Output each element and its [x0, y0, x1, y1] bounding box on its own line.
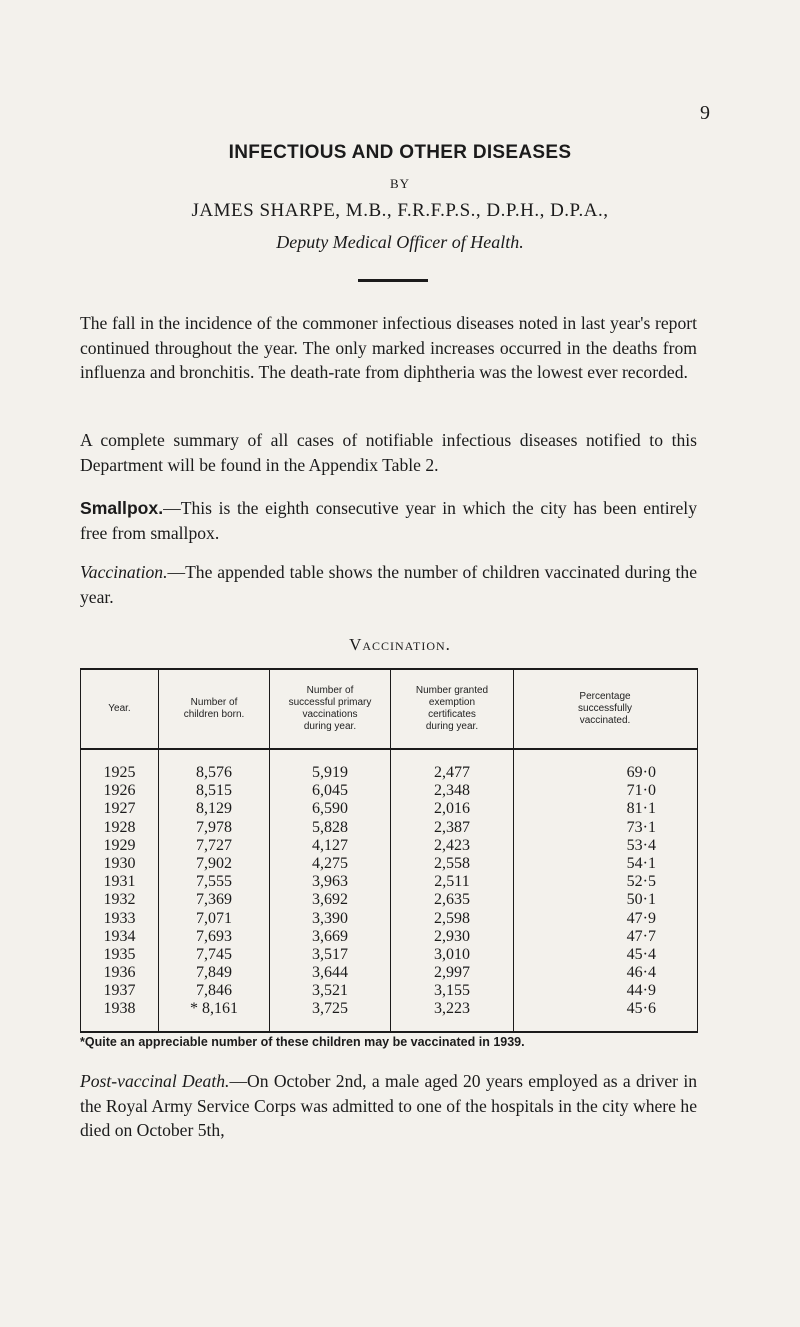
paragraph-post-vaccinal [80, 1069, 697, 1143]
vaccination-table [80, 668, 698, 1033]
successful-cell: 3,517 [312, 945, 348, 963]
successful-cell: 3,669 [312, 927, 348, 945]
children-born-cell: 7,555 [196, 873, 232, 891]
children-born-cell: 7,727 [196, 836, 232, 854]
year-cell: 1929 [103, 836, 136, 854]
year-cell: 1927 [103, 800, 136, 818]
exemption-cell: 2,348 [434, 782, 470, 800]
exemption-cell: 2,016 [434, 800, 470, 818]
post-vaccinal-heading: Post-vaccinal Death. [80, 1071, 230, 1091]
paragraph-intro [80, 311, 697, 385]
smallpox-heading: Smallpox. [80, 498, 164, 518]
table-row [81, 873, 697, 891]
header-children-born [159, 670, 269, 748]
year-cell: 1932 [103, 891, 136, 909]
table-body [81, 764, 697, 1019]
header-percentage [514, 670, 696, 748]
percentage-cell: 54·1 [626, 854, 656, 872]
successful-cell: 4,275 [312, 854, 348, 872]
successful-cell: 5,919 [312, 764, 348, 781]
table-row [81, 764, 697, 782]
children-born-cell: 7,902 [196, 854, 232, 872]
page-number: 9 [700, 102, 710, 124]
paragraph-vaccination [80, 560, 697, 609]
paragraph-summary-text: A complete summary of all cases of notifiable infectious diseases notified to this Department will be found in the Appendix Table 2. [80, 430, 697, 475]
header-line: successfully [578, 703, 632, 714]
exemption-cell: 2,423 [434, 836, 470, 854]
successful-cell: 3,644 [312, 964, 348, 982]
by-line: BY [389, 176, 411, 191]
page-title: INFECTIOUS AND OTHER DISEASES [228, 142, 572, 163]
successful-cell: 6,590 [312, 800, 348, 818]
successful-cell: 3,692 [312, 891, 348, 909]
year-cell: 1933 [103, 909, 136, 927]
header-line: during year. [425, 721, 479, 732]
successful-cell: 6,045 [312, 782, 348, 800]
table-row [81, 855, 697, 873]
successful-cell: 3,521 [312, 982, 348, 1000]
paragraph-smallpox [80, 496, 697, 545]
exemption-cell: 2,598 [434, 909, 470, 927]
vaccination-text: —The appended table shows the number of children vaccinated during the year. [80, 562, 697, 607]
header-line: Percentage [579, 691, 631, 702]
year-cell: 1931 [103, 873, 136, 891]
exemption-cell: 2,635 [434, 891, 470, 909]
percentage-cell: 45·4 [626, 945, 656, 963]
children-born-cell: 8,129 [196, 800, 232, 818]
table-row [81, 819, 697, 837]
table-footnote: *Quite an appreciable number of these children may be vaccinated in 1939. [80, 1035, 525, 1049]
percentage-cell: 71·0 [626, 782, 656, 800]
table-row [81, 1000, 697, 1018]
post-vaccinal-text: —On October 2nd, a male aged 20 years employed as a driver in the Royal Army Service Corps was admitted to one of the hospitals in the city where he died on October 5th, [80, 1071, 698, 1140]
header-line: successful primary [288, 697, 372, 708]
paragraph-summary [80, 428, 697, 477]
table-row [81, 891, 697, 909]
table-row [81, 964, 697, 982]
vaccination-heading: Vaccination. [80, 562, 168, 582]
percentage-cell: 52·5 [626, 873, 656, 891]
successful-cell: 3,963 [312, 873, 348, 891]
table-row [81, 800, 697, 818]
header-line: children born. [183, 709, 245, 720]
children-born-cell: 7,693 [196, 927, 232, 945]
header-line: vaccinations [302, 709, 358, 720]
exemption-cell: 3,223 [434, 1000, 470, 1018]
exemption-cell: 2,558 [434, 854, 470, 872]
year-cell: 1937 [103, 982, 136, 1000]
children-born-cell: * 8,161 [190, 1000, 238, 1018]
successful-cell: 4,127 [312, 836, 348, 854]
year-cell: 1930 [103, 854, 136, 872]
header-successful-vaccinations [270, 670, 390, 748]
year-cell: 1928 [103, 818, 136, 836]
exemption-cell: 2,997 [434, 964, 470, 982]
header-line: vaccinated. [579, 715, 631, 726]
successful-cell: 3,725 [312, 1000, 348, 1018]
table-row [81, 946, 697, 964]
title-divider [358, 279, 428, 282]
exemption-cell: 3,010 [434, 945, 470, 963]
percentage-cell: 46·4 [626, 964, 656, 982]
year-cell: 1934 [103, 927, 136, 945]
table-row [81, 782, 697, 800]
table-row [81, 910, 697, 928]
header-line: exemption [428, 697, 476, 708]
exemption-cell: 3,155 [434, 982, 470, 1000]
year-cell: 1936 [103, 964, 136, 982]
children-born-cell: 7,071 [196, 909, 232, 927]
header-line: Number granted [415, 685, 489, 696]
children-born-cell: 7,745 [196, 945, 232, 963]
percentage-cell: 73·1 [626, 818, 656, 836]
percentage-cell: 81·1 [626, 800, 656, 818]
successful-cell: 5,828 [312, 818, 348, 836]
exemption-cell: 2,930 [434, 927, 470, 945]
children-born-cell: 7,849 [196, 964, 232, 982]
table-row [81, 928, 697, 946]
percentage-cell: 50·1 [626, 891, 656, 909]
children-born-cell: 7,369 [196, 891, 232, 909]
children-born-cell: 7,846 [196, 982, 232, 1000]
year-cell: 1926 [103, 782, 136, 800]
table-title: Vaccination. [349, 635, 451, 654]
header-line: during year. [303, 721, 357, 732]
header-line: Year. [108, 703, 131, 714]
header-exemption-certificates [391, 670, 513, 748]
author-role: Deputy Medical Officer of Health. [276, 232, 524, 252]
author-name: JAMES SHARPE, M.B., F.R.F.P.S., D.P.H., D.P.A., [191, 200, 609, 221]
percentage-cell: 47·9 [626, 909, 656, 927]
paragraph-intro-text: The fall in the incidence of the commoner infectious diseases noted in last year's report continued throughout the year. The only marked increases occurred in the deaths from influenza and bronchitis. The death-rate from diphtheria was the lowest ever recorded. [80, 313, 697, 382]
header-line: Number of [306, 685, 354, 696]
exemption-cell: 2,511 [434, 873, 470, 891]
header-line: Number of [190, 697, 238, 708]
smallpox-text: —This is the eighth consecutive year in which the city has been entirely free from smallpox. [80, 498, 697, 543]
exemption-cell: 2,387 [434, 818, 470, 836]
percentage-cell: 44·9 [626, 982, 656, 1000]
percentage-cell: 47·7 [626, 927, 656, 945]
year-cell: 1935 [103, 945, 136, 963]
exemption-cell: 2,477 [434, 764, 470, 781]
year-cell: 1938 [103, 1000, 136, 1018]
header-line: certificates [428, 709, 476, 720]
table-row [81, 837, 697, 855]
header-year [81, 670, 158, 748]
percentage-cell: 53·4 [626, 836, 656, 854]
table-row [81, 982, 697, 1000]
percentage-cell: 69·0 [626, 764, 656, 781]
children-born-cell: 8,515 [196, 782, 232, 800]
children-born-cell: 7,978 [196, 818, 232, 836]
percentage-cell: 45·6 [626, 1000, 656, 1018]
children-born-cell: 8,576 [196, 764, 232, 781]
successful-cell: 3,390 [312, 909, 348, 927]
year-cell: 1925 [103, 764, 136, 781]
